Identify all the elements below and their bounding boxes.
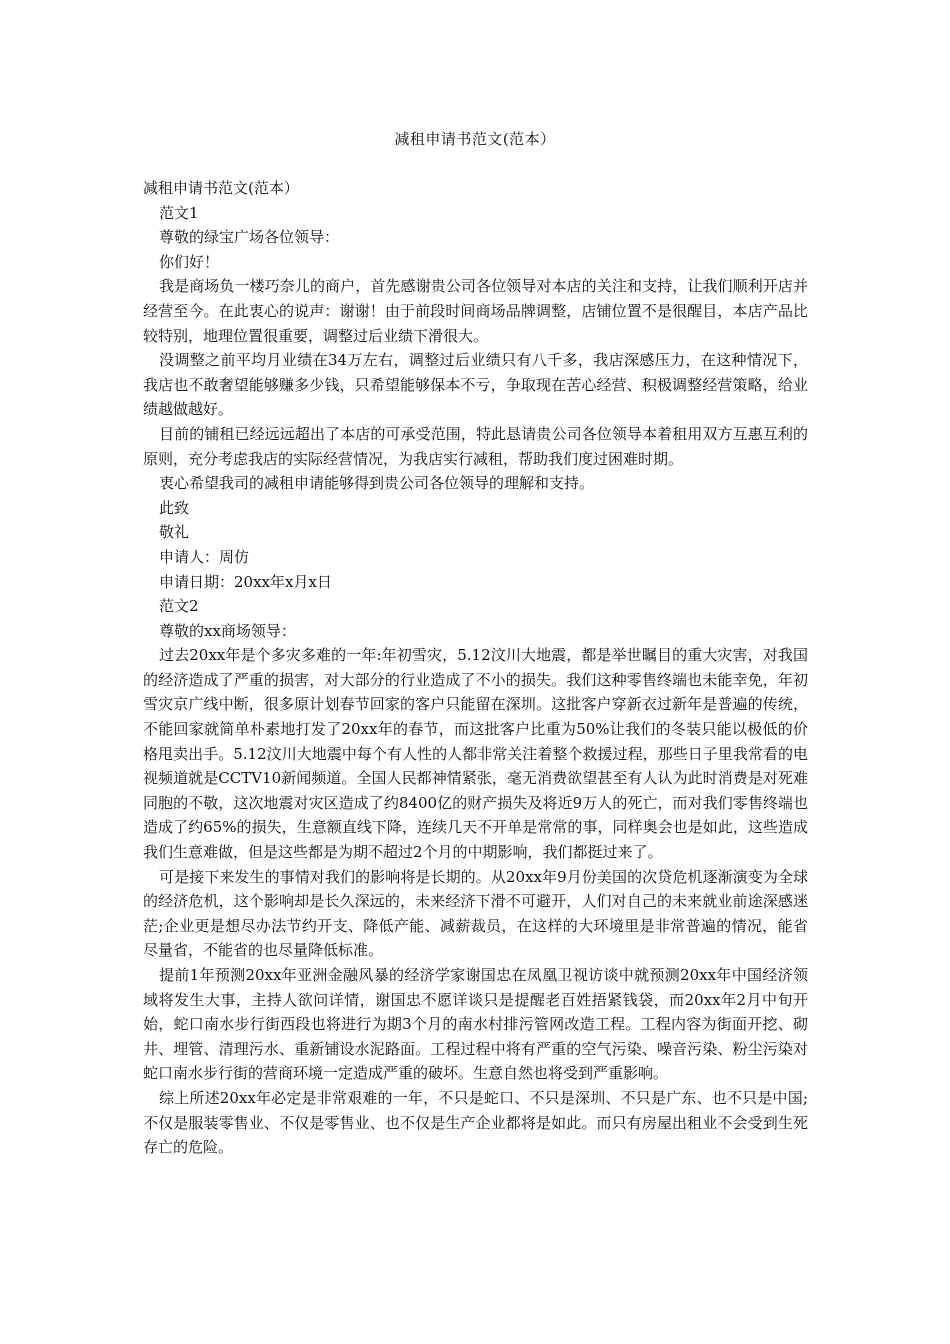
application-date-line: 申请日期：20xx年x月x日 — [159, 572, 332, 591]
paragraph: 综上所述20xx年必定是非常艰难的一年，不只是蛇口、不只是深圳、不只是广东、也不只是中国;不仅是服装零售业、不仅是零售业、也不仅是生产企业都将是如此。而只有房屋出租业不会受到生死存亡的危险。 — [143, 1088, 808, 1157]
document-title: 减租申请书范文(范本） — [394, 130, 556, 148]
paragraph: 提前1年预测20xx年亚洲金融风暴的经济学家谢国忠在凤凰卫视访谈中就预测20xx年中国经济领域将发生大事，主持人欲问详情，谢国忠不愿详谈只是提醒老百姓捂紧钱袋，而20xx年2月中旬开始，蛇口南水步行街西段也将进行为期3个月的南水村排污管网改造工程。工程内容为街面开挖、砌井、埋管、清理污水、重新铺设水泥路面。工程过程中将有严重的空气污染、噪音污染、粉尘污染对蛇口南水步行街的营商环境一定造成严重的破坏。生意自然也将受到严重影响。 — [143, 966, 808, 1083]
paragraph: 没调整之前平均月业绩在34万左右，调整过后业绩只有八千多，我店深感压力，在这种情况下，我店也不敢奢望能够赚多少钱，只希望能够保本不亏，争取现在苦心经营、积极调整经营策略，给业绩越做越好。 — [143, 351, 808, 419]
paragraph: 我是商场负一楼巧奈儿的商户，首先感谢贵公司各位领导对本店的关注和支持，让我们顺利开店并经营至今。在此衷心的说声：谢谢！由于前段时间商场品牌调整，店铺位置不是很醒目，本店产品比较特别，地理位置很重要，调整过后业绩下滑很大。 — [143, 277, 808, 345]
closing-regards: 敬礼 — [159, 523, 190, 542]
greeting: 你们好！ — [159, 252, 220, 271]
body-heading: 减租申请书范文(范本） — [143, 179, 299, 197]
salutation: 尊敬的绿宝广场各位领导： — [159, 228, 340, 247]
salutation: 尊敬的xx商场领导： — [159, 621, 296, 640]
section-label-sample-2: 范文2 — [159, 597, 199, 616]
section-label-sample-1: 范文1 — [159, 203, 199, 222]
document-body — [143, 176, 808, 1160]
paragraph: 过去20xx年是个多灾多难的一年:年初雪灾，5.12汶川大地震，都是举世瞩目的重大灾害，对我国的经济造成了严重的损害，对大部分的行业造成了不小的损失。我们这种零售终端也未能幸免，年初雪灾京广线中断，很多原计划春节回家的客户只能留在深圳。这批客户穿新衣过新年是普遍的传统，不能回家就简单朴素地打发了20xx年的春节，而这批客户比重为50%让我们的冬装只能以极低的价格甩卖出手。5.12汶川大地震中每个有人性的人都非常关注着整个救援过程，那些日子里我常看的电视频道就是CCTV10新闻频道。全国人民都神情紧张，毫无消费欲望甚至有人认为此时消费是对死难同胞的不敬，这次地震对灾区造成了约8400亿的财产损失及将近9万人的死亡，而对我们零售终端也造成了约65%的损失，生意额直线下降，连续几天不开单是常常的事，同样奥会也是如此，这些造成我们生意难做，但是这些都是为期不超过2个月的中期影响，我们都挺过来了。 — [143, 646, 808, 862]
paragraph: 目前的铺租已经远远超出了本店的可承受范围，特此恳请贵公司各位领导本着租用双方互惠互利的原则，充分考虑我店的实际经营情况，为我店实行减租，帮助我们度过困难时期。 — [143, 424, 808, 468]
closing-line: 此致 — [159, 498, 190, 517]
applicant-line: 申请人：周仿 — [159, 547, 250, 566]
paragraph: 衷心希望我司的减租申请能够得到贵公司各位领导的理解和支持。 — [159, 474, 595, 493]
paragraph: 可是接下来发生的事情对我们的影响将是长期的。从20xx年9月份美国的次贷危机逐渐演变为全球的经济危机，这个影响却是长久深远的，未来经济下滑不可避开，人们对自己的未来就业前途深感迷茫;企业更是想尽办法节约开支、降低产能、减薪裁员，在这样的大环境里是非常普遍的情况，能省尽量省，不能省的也尽量降低标准。 — [143, 867, 808, 960]
